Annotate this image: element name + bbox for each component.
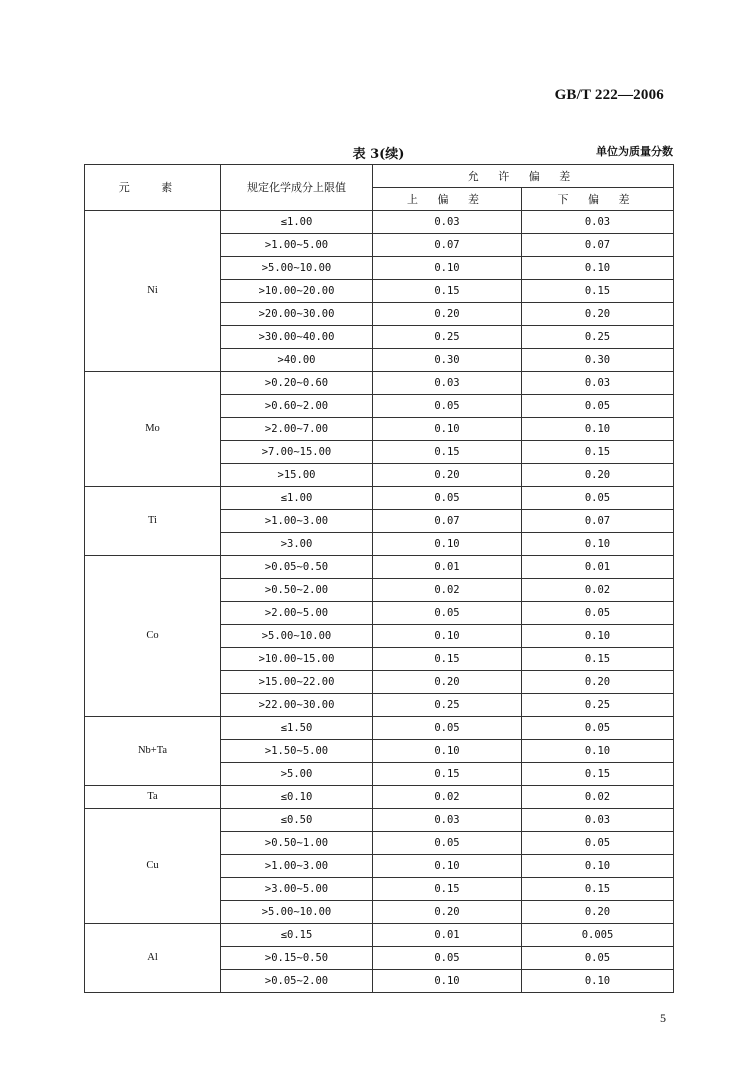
range-cell: ≤0.15	[221, 924, 373, 947]
header-element: 元 素	[85, 165, 221, 211]
range-cell: >22.00~30.00	[221, 694, 373, 717]
upper-tolerance-cell: 0.10	[373, 740, 522, 763]
range-cell: >0.60~2.00	[221, 395, 373, 418]
header-lower: 下 偏 差	[522, 188, 674, 211]
element-cell: Co	[85, 556, 221, 717]
element-cell: Mo	[85, 372, 221, 487]
element-cell: Nb+Ta	[85, 717, 221, 786]
upper-tolerance-cell: 0.20	[373, 303, 522, 326]
upper-tolerance-cell: 0.05	[373, 717, 522, 740]
table-body	[85, 211, 674, 993]
range-cell: >5.00~10.00	[221, 625, 373, 648]
upper-tolerance-cell: 0.25	[373, 326, 522, 349]
range-cell: >30.00~40.00	[221, 326, 373, 349]
lower-tolerance-cell: 0.03	[522, 211, 674, 234]
lower-tolerance-cell: 0.25	[522, 326, 674, 349]
lower-tolerance-cell: 0.15	[522, 441, 674, 464]
range-cell: >2.00~5.00	[221, 602, 373, 625]
header-upper: 上 偏 差	[373, 188, 522, 211]
table-caption	[84, 143, 673, 163]
lower-tolerance-cell: 0.20	[522, 671, 674, 694]
lower-tolerance-cell: 0.05	[522, 395, 674, 418]
table-row	[85, 487, 674, 510]
element-cell: Ni	[85, 211, 221, 372]
range-cell: >10.00~15.00	[221, 648, 373, 671]
range-cell: ≤0.10	[221, 786, 373, 809]
element-cell: Cu	[85, 809, 221, 924]
range-cell: >15.00~22.00	[221, 671, 373, 694]
upper-tolerance-cell: 0.03	[373, 372, 522, 395]
table-row	[85, 372, 674, 395]
lower-tolerance-cell: 0.10	[522, 257, 674, 280]
upper-tolerance-cell: 0.15	[373, 441, 522, 464]
table-row	[85, 211, 674, 234]
upper-tolerance-cell: 0.15	[373, 280, 522, 303]
lower-tolerance-cell: 0.20	[522, 901, 674, 924]
range-cell: >0.15~0.50	[221, 947, 373, 970]
range-cell: ≤0.50	[221, 809, 373, 832]
range-cell: >7.00~15.00	[221, 441, 373, 464]
lower-tolerance-cell: 0.005	[522, 924, 674, 947]
tolerance-table	[84, 164, 674, 993]
upper-tolerance-cell: 0.10	[373, 418, 522, 441]
range-cell: >0.20~0.60	[221, 372, 373, 395]
upper-tolerance-cell: 0.20	[373, 901, 522, 924]
lower-tolerance-cell: 0.05	[522, 602, 674, 625]
upper-tolerance-cell: 0.15	[373, 878, 522, 901]
upper-tolerance-cell: 0.10	[373, 625, 522, 648]
table-row	[85, 924, 674, 947]
header-limit: 规定化学成分上限值	[221, 165, 373, 211]
lower-tolerance-cell: 0.01	[522, 556, 674, 579]
range-cell: >40.00	[221, 349, 373, 372]
range-cell: >3.00~5.00	[221, 878, 373, 901]
lower-tolerance-cell: 0.10	[522, 855, 674, 878]
lower-tolerance-cell: 0.15	[522, 648, 674, 671]
range-cell: >2.00~7.00	[221, 418, 373, 441]
upper-tolerance-cell: 0.05	[373, 395, 522, 418]
element-cell: Ta	[85, 786, 221, 809]
upper-tolerance-cell: 0.05	[373, 487, 522, 510]
upper-tolerance-cell: 0.15	[373, 763, 522, 786]
range-cell: >1.50~5.00	[221, 740, 373, 763]
upper-tolerance-cell: 0.10	[373, 970, 522, 993]
lower-tolerance-cell: 0.20	[522, 303, 674, 326]
range-cell: >5.00~10.00	[221, 257, 373, 280]
lower-tolerance-cell: 0.07	[522, 234, 674, 257]
table-row	[85, 556, 674, 579]
lower-tolerance-cell: 0.05	[522, 717, 674, 740]
upper-tolerance-cell: 0.25	[373, 694, 522, 717]
upper-tolerance-cell: 0.15	[373, 648, 522, 671]
table-title: 表 3(续)	[352, 147, 405, 162]
range-cell: >15.00	[221, 464, 373, 487]
header-tolerance: 允 许 偏 差	[373, 165, 674, 188]
element-cell: Al	[85, 924, 221, 993]
unit-note: 单位为质量分数	[596, 145, 673, 158]
lower-tolerance-cell: 0.15	[522, 280, 674, 303]
lower-tolerance-cell: 0.10	[522, 970, 674, 993]
lower-tolerance-cell: 0.10	[522, 740, 674, 763]
range-cell: ≤1.00	[221, 211, 373, 234]
upper-tolerance-cell: 0.20	[373, 464, 522, 487]
lower-tolerance-cell: 0.30	[522, 349, 674, 372]
element-cell: Ti	[85, 487, 221, 556]
lower-tolerance-cell: 0.10	[522, 418, 674, 441]
upper-tolerance-cell: 0.05	[373, 602, 522, 625]
table-row	[85, 717, 674, 740]
lower-tolerance-cell: 0.02	[522, 579, 674, 602]
range-cell: >20.00~30.00	[221, 303, 373, 326]
page-number: 5	[660, 1011, 666, 1025]
table-row	[85, 786, 674, 809]
upper-tolerance-cell: 0.07	[373, 510, 522, 533]
range-cell: >1.00~3.00	[221, 855, 373, 878]
lower-tolerance-cell: 0.02	[522, 786, 674, 809]
range-cell: >10.00~20.00	[221, 280, 373, 303]
range-cell: >0.50~1.00	[221, 832, 373, 855]
upper-tolerance-cell: 0.30	[373, 349, 522, 372]
upper-tolerance-cell: 0.01	[373, 924, 522, 947]
lower-tolerance-cell: 0.05	[522, 832, 674, 855]
lower-tolerance-cell: 0.10	[522, 625, 674, 648]
table-row	[85, 809, 674, 832]
range-cell: >3.00	[221, 533, 373, 556]
lower-tolerance-cell: 0.25	[522, 694, 674, 717]
lower-tolerance-cell: 0.10	[522, 533, 674, 556]
lower-tolerance-cell: 0.03	[522, 372, 674, 395]
upper-tolerance-cell: 0.10	[373, 257, 522, 280]
range-cell: >5.00~10.00	[221, 901, 373, 924]
range-cell: >0.05~0.50	[221, 556, 373, 579]
upper-tolerance-cell: 0.10	[373, 533, 522, 556]
lower-tolerance-cell: 0.03	[522, 809, 674, 832]
range-cell: ≤1.50	[221, 717, 373, 740]
range-cell: >0.05~2.00	[221, 970, 373, 993]
lower-tolerance-cell: 0.20	[522, 464, 674, 487]
range-cell: >5.00	[221, 763, 373, 786]
range-cell: ≤1.00	[221, 487, 373, 510]
standard-number: GB/T 222—2006	[554, 87, 664, 103]
upper-tolerance-cell: 0.03	[373, 809, 522, 832]
lower-tolerance-cell: 0.05	[522, 487, 674, 510]
upper-tolerance-cell: 0.05	[373, 832, 522, 855]
upper-tolerance-cell: 0.05	[373, 947, 522, 970]
lower-tolerance-cell: 0.07	[522, 510, 674, 533]
range-cell: >1.00~5.00	[221, 234, 373, 257]
upper-tolerance-cell: 0.20	[373, 671, 522, 694]
upper-tolerance-cell: 0.03	[373, 211, 522, 234]
lower-tolerance-cell: 0.15	[522, 763, 674, 786]
range-cell: >0.50~2.00	[221, 579, 373, 602]
upper-tolerance-cell: 0.02	[373, 786, 522, 809]
upper-tolerance-cell: 0.07	[373, 234, 522, 257]
upper-tolerance-cell: 0.02	[373, 579, 522, 602]
lower-tolerance-cell: 0.15	[522, 878, 674, 901]
range-cell: >1.00~3.00	[221, 510, 373, 533]
upper-tolerance-cell: 0.10	[373, 855, 522, 878]
upper-tolerance-cell: 0.01	[373, 556, 522, 579]
lower-tolerance-cell: 0.05	[522, 947, 674, 970]
